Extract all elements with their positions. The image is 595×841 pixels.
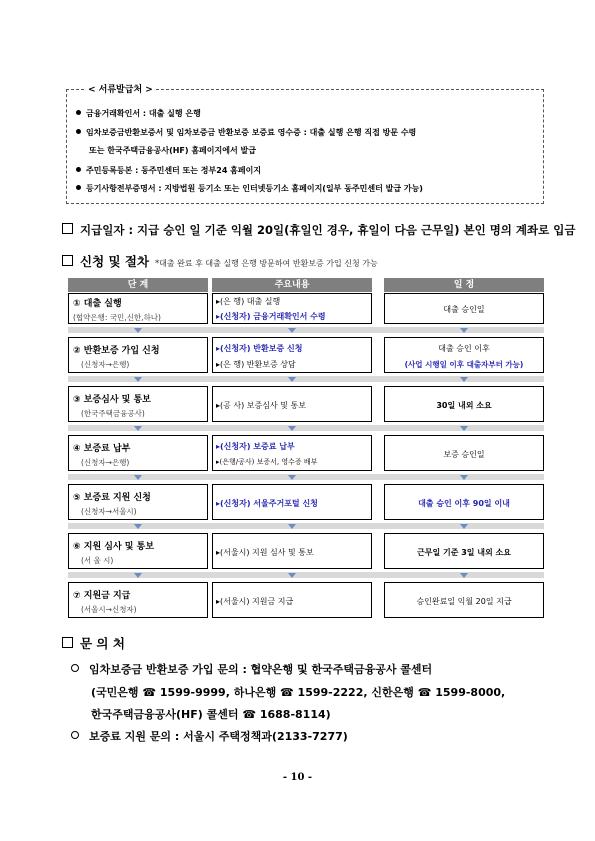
- arrow-down-icon: [460, 328, 468, 333]
- step-4-stage: [68, 435, 208, 471]
- step-4-schedule: [384, 435, 544, 471]
- payment-date-line: [62, 222, 575, 238]
- schedule-note: (사업 시행일 이후 대출자부터 가능): [404, 360, 524, 369]
- content-line-text: (서울시) 지원금 지급: [220, 597, 294, 606]
- step-5-schedule: [384, 484, 544, 520]
- step-1-content: [212, 293, 372, 324]
- arrow-down-icon: [460, 524, 468, 529]
- step-6-content: [212, 533, 372, 569]
- contact-line: [71, 728, 348, 744]
- step-7-schedule: [384, 582, 544, 618]
- arrow-down-icon: [288, 328, 296, 333]
- step-6-schedule: [384, 533, 544, 569]
- doc-item: [76, 183, 423, 194]
- procedure-note: *대출 완료 후 대출 실행 은행 방문하여 반환보증 가입 신청 가능: [155, 259, 378, 268]
- doc-item-continuation: 또는 한국주택금융공사(HF) 홈페이지에서 발급: [89, 146, 256, 155]
- contact-phones-hf: 한국주택금융공사(HF) 콜센터 ☎ 1688-8114): [91, 708, 331, 721]
- arrow-down-icon: [288, 524, 296, 529]
- doc-item-text: 금융거래확인서 : 대출 실행 은행: [86, 109, 201, 118]
- schedule-text: 대출 승인 이후 90일 이내: [418, 499, 510, 508]
- circle-bullet-icon: [71, 731, 79, 739]
- step-sub: (한국주택금융공사): [81, 409, 145, 418]
- schedule-text: 승인완료일 익월 20일 지급: [416, 597, 512, 606]
- content-line: ▸(신청자) 보증료 납부: [216, 442, 295, 451]
- step-title: ⑤ 보증료 지원 신청: [73, 493, 151, 503]
- doc-item: [76, 108, 201, 119]
- schedule-text: 보증 승인일: [443, 450, 485, 459]
- arrow-down-icon: [288, 377, 296, 382]
- bullet-icon: [76, 129, 81, 134]
- step-title: ③ 보증심사 및 통보: [73, 395, 151, 405]
- content-line: ▸(서울시) 지원 심사 및 통보: [216, 548, 314, 557]
- step-2-stage: [68, 337, 208, 373]
- content-line: ▸(공 사) 보증심사 및 통보: [216, 401, 306, 410]
- content-line-text: (신청자) 서울주거포털 신청: [220, 499, 318, 508]
- doc-item: [76, 127, 416, 138]
- arrow-down-icon: [460, 573, 468, 578]
- step-3-schedule: [384, 386, 544, 422]
- content-line-text: (은 행) 반환보증 상담: [220, 360, 296, 369]
- doc-item-text: 등기사항전부증명서 : 지방법원 등기소 또는 인터넷등기소 홈페이지(일부 동주민센터 발급 가능): [86, 184, 423, 193]
- step-sub: (협약은행: 국민,신한,하나): [73, 313, 161, 322]
- step-3-content: [212, 386, 372, 422]
- step-title: ⑥ 지원 심사 및 통보: [73, 542, 155, 552]
- procedure-title: 신청 및 절차: [80, 254, 150, 269]
- step-sub: (신청자→은행): [81, 360, 130, 369]
- arrow-down-icon: [288, 573, 296, 578]
- bullet-icon: [76, 185, 81, 190]
- arrow-down-icon: [288, 426, 296, 431]
- doc-item: [76, 165, 261, 176]
- checkbox-square-icon: [62, 637, 73, 648]
- step-sub: (서 울 시): [81, 556, 114, 565]
- step-title: ④ 보증료 납부: [73, 444, 131, 454]
- step-7-content: [212, 582, 372, 618]
- step-7-stage: [68, 582, 208, 618]
- step-1-schedule: [384, 293, 544, 324]
- content-line: ▸(서울시) 지원금 지급: [216, 597, 294, 606]
- arrow-down-icon: [460, 377, 468, 382]
- step-2-content: [212, 337, 372, 373]
- bullet-icon: [76, 167, 81, 172]
- content-line: ▸(신청자) 금융거래확인서 수령: [216, 312, 326, 321]
- schedule-text: 근무일 기준 3일 내외 소요: [417, 548, 511, 557]
- step-6-stage: [68, 533, 208, 569]
- step-title: ⑦ 지원금 지급: [73, 591, 131, 601]
- doc-item-text: 주민등록등본 : 동주민센터 또는 정부24 홈페이지: [86, 166, 262, 175]
- arrow-down-icon: [288, 475, 296, 480]
- step-4-content: [212, 435, 372, 471]
- contact-line: [71, 661, 432, 677]
- step-sub: (신청자→은행): [81, 458, 130, 467]
- step-5-content: [212, 484, 372, 520]
- header-stage: 단 계: [68, 278, 208, 292]
- step-3-stage: [68, 386, 208, 422]
- schedule-text: 대출 승인 이후: [438, 344, 490, 353]
- arrow-down-icon: [460, 426, 468, 431]
- step-2-schedule: [384, 337, 544, 373]
- step-sub: (신청자→서울시): [81, 507, 137, 516]
- content-line-text: (신청자) 반환보증 신청: [220, 344, 303, 353]
- step-title: ② 반환보증 가입 신청: [73, 346, 160, 356]
- contact-phones: (국민은행 ☎ 1599-9999, 하나은행 ☎ 1599-2222, 신한은행 ☎ 1599-8000,: [91, 686, 506, 699]
- circle-bullet-icon: [71, 664, 79, 672]
- doc-item-text: 임차보증금반환보증서 및 임차보증금 반환보증 보증료 영수증 : 대출 실행 은행 직접 방문 수령: [86, 128, 417, 137]
- content-line: ▸(신청자) 반환보증 신청: [216, 344, 303, 353]
- contact-text: 보증료 지원 문의 : 서울시 주택정책과(2133-7277): [89, 730, 348, 743]
- checkbox-square-icon: [62, 255, 73, 266]
- arrow-down-icon: [134, 475, 142, 480]
- procedure-heading: [62, 252, 378, 270]
- content-line: ▸(은행/공사) 보증서, 영수증 배부: [216, 458, 318, 466]
- header-schedule: 일 정: [384, 278, 544, 292]
- arrow-down-icon: [134, 426, 142, 431]
- step-5-stage: [68, 484, 208, 520]
- arrow-down-icon: [134, 377, 142, 382]
- page-number: - 10 -: [282, 772, 313, 783]
- document-issuer-title: < 서류발급처 >: [85, 82, 156, 95]
- schedule-text: 대출 승인일: [443, 305, 485, 314]
- content-line-text: (은행/공사) 보증서, 영수증 배부: [219, 458, 318, 466]
- bullet-icon: [76, 110, 81, 115]
- content-line: ▸(신청자) 서울주거포털 신청: [216, 499, 318, 508]
- schedule-text: 30일 내외 소요: [436, 401, 492, 410]
- content-line-text: (은 행) 대출 실행: [220, 297, 281, 306]
- contact-text: 임차보증금 반환보증 가입 문의 : 협약은행 및 한국주택금융공사 콜센터: [89, 663, 433, 676]
- contact-heading: [62, 634, 125, 652]
- payment-date-text: 지급일자 : 지급 승인 일 기준 익월 20일(휴일인 경우, 휴일이 다음 근무일) 본인 명의 계좌로 입금: [80, 223, 576, 237]
- content-line-text: (서울시) 지원 심사 및 통보: [220, 548, 314, 557]
- step-1-stage: [68, 293, 208, 324]
- arrow-down-icon: [134, 524, 142, 529]
- content-line: ▸(은 행) 대출 실행: [216, 297, 281, 306]
- step-sub: (서울시→신청자): [81, 605, 137, 614]
- contact-title: 문 의 처: [80, 636, 125, 651]
- step-title: ① 대출 실행: [73, 299, 122, 309]
- arrow-down-icon: [460, 475, 468, 480]
- content-line-text: (신청자) 금융거래확인서 수령: [220, 312, 326, 321]
- checkbox-square-icon: [62, 223, 73, 234]
- arrow-down-icon: [134, 328, 142, 333]
- content-line: ▸(은 행) 반환보증 상담: [216, 360, 296, 369]
- arrow-down-icon: [134, 573, 142, 578]
- content-line-text: (공 사) 보증심사 및 통보: [220, 401, 306, 410]
- header-content: 주요내용: [212, 278, 372, 292]
- content-line-text: (신청자) 보증료 납부: [220, 442, 295, 451]
